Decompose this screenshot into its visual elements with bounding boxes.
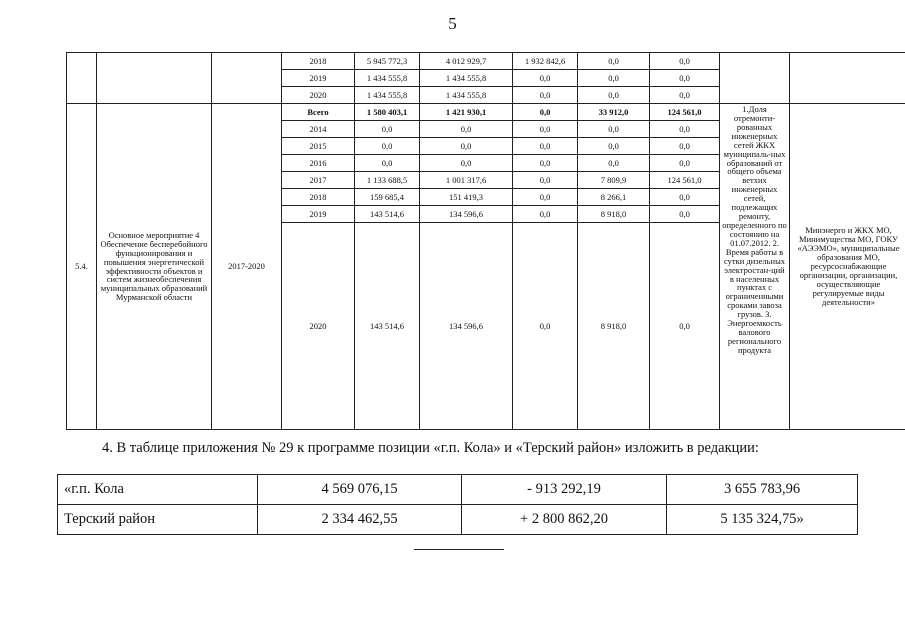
- value-cell: 5 135 324,75»: [667, 505, 858, 535]
- year-cell: 2020: [282, 223, 355, 430]
- value-cell: 33 912,0: [578, 104, 650, 121]
- value-cell: 0,0: [513, 104, 578, 121]
- value-cell: 124 561,0: [650, 172, 720, 189]
- empty-cell: [212, 53, 282, 104]
- value-cell: 1 434 555,8: [420, 87, 513, 104]
- value-cell: 0,0: [578, 121, 650, 138]
- value-cell: 0,0: [650, 70, 720, 87]
- amendment-table: [57, 474, 858, 535]
- value-cell: 1 133 688,5: [355, 172, 420, 189]
- value-cell: 0,0: [420, 121, 513, 138]
- value-cell: 0,0: [355, 138, 420, 155]
- value-cell: 159 685,4: [355, 189, 420, 206]
- section-period: 2017-2020: [212, 104, 282, 430]
- program-table: [66, 52, 905, 430]
- value-cell: 134 596,6: [420, 223, 513, 430]
- value-cell: 0,0: [578, 87, 650, 104]
- value-cell: 8 266,1: [578, 189, 650, 206]
- indicators-cell: 1.Доля отремонти-рованных инженерных сетей ЖКХ муниципаль-ных образований от общего объема ветхих инженерных сетей, подлежащих ремонту, определенного по состоянию на 01.07.2012. 2. Время работы в сутки дизельных электростан-ций в населенных пунктах с ограниченными сроками завоза грузов. 3. Энергоемкость валового регионального продукта: [720, 104, 790, 430]
- value-cell: 1 421 930,1: [420, 104, 513, 121]
- value-cell: 0,0: [578, 155, 650, 172]
- value-cell: 0,0: [355, 121, 420, 138]
- value-cell: 0,0: [513, 223, 578, 430]
- value-cell: 0,0: [650, 206, 720, 223]
- value-cell: 0,0: [650, 223, 720, 430]
- value-cell: 2 334 462,55: [258, 505, 462, 535]
- value-cell: 1 434 555,8: [355, 87, 420, 104]
- value-cell: + 2 800 862,20: [462, 505, 667, 535]
- municipality-name: «г.п. Кола: [58, 475, 258, 505]
- value-cell: 0,0: [355, 155, 420, 172]
- value-cell: 0,0: [578, 138, 650, 155]
- value-cell: 0,0: [513, 206, 578, 223]
- year-cell: 2016: [282, 155, 355, 172]
- value-cell: 1 001 317,6: [420, 172, 513, 189]
- value-cell: 0,0: [650, 155, 720, 172]
- value-cell: 1 434 555,8: [420, 70, 513, 87]
- value-cell: 4 569 076,15: [258, 475, 462, 505]
- value-cell: 0,0: [513, 189, 578, 206]
- value-cell: 0,0: [513, 121, 578, 138]
- page-number: 5: [448, 14, 457, 33]
- year-cell: Всего: [282, 104, 355, 121]
- table-row: [58, 475, 858, 505]
- value-cell: 0,0: [650, 53, 720, 70]
- value-cell: 1 580 403,1: [355, 104, 420, 121]
- value-cell: 0,0: [650, 189, 720, 206]
- value-cell: 0,0: [650, 121, 720, 138]
- executors-cell: Минэнерго и ЖКХ МО, Минимущества МО, ГОКУ «АЭЭМО», муниципальные образования МО, ресурсоснабжающие организации, организации, осуществляющие регулируемые виды деятельности»: [790, 104, 905, 430]
- value-cell: 151 419,3: [420, 189, 513, 206]
- value-cell: - 913 292,19: [462, 475, 667, 505]
- section-name: Основное мероприятие 4 Обеспечение бесперебойного функционирования и повышения энергетической эффективности объектов и систем жизнеобеспечения муниципальных образований Мурманской области: [97, 104, 212, 430]
- value-cell: 0,0: [578, 53, 650, 70]
- value-cell: 0,0: [513, 70, 578, 87]
- instruction-text: 4. В таблице приложения № 29 к программе позиции «г.п. Кола» и «Терский район» изложить в редакции:: [102, 440, 759, 456]
- section-number: 5.4.: [67, 104, 97, 430]
- empty-cell: [97, 53, 212, 104]
- year-cell: 2019: [282, 70, 355, 87]
- empty-cell: [790, 53, 905, 104]
- value-cell: 4 012 929,7: [420, 53, 513, 70]
- value-cell: 124 561,0: [650, 104, 720, 121]
- value-cell: 143 514,6: [355, 206, 420, 223]
- value-cell: 8 918,0: [578, 223, 650, 430]
- value-cell: 0,0: [420, 138, 513, 155]
- value-cell: 0,0: [513, 155, 578, 172]
- year-cell: 2014: [282, 121, 355, 138]
- value-cell: 5 945 772,3: [355, 53, 420, 70]
- value-cell: 7 809,9: [578, 172, 650, 189]
- table-row: [58, 505, 858, 535]
- value-cell: 3 655 783,96: [667, 475, 858, 505]
- year-cell: 2018: [282, 53, 355, 70]
- value-cell: 0,0: [513, 172, 578, 189]
- value-cell: 1 434 555,8: [355, 70, 420, 87]
- value-cell: 8 918,0: [578, 206, 650, 223]
- value-cell: 0,0: [650, 87, 720, 104]
- value-cell: 1 932 842,6: [513, 53, 578, 70]
- value-cell: 0,0: [650, 138, 720, 155]
- empty-cell: [720, 53, 790, 104]
- table-row: [67, 53, 905, 70]
- value-cell: 134 596,6: [420, 206, 513, 223]
- value-cell: 0,0: [513, 138, 578, 155]
- municipality-name: Терский район: [58, 505, 258, 535]
- year-cell: 2019: [282, 206, 355, 223]
- value-cell: 143 514,6: [355, 223, 420, 430]
- year-cell: 2015: [282, 138, 355, 155]
- table-row-total: [67, 104, 905, 121]
- year-cell: 2017: [282, 172, 355, 189]
- value-cell: 0,0: [420, 155, 513, 172]
- year-cell: 2018: [282, 189, 355, 206]
- value-cell: 0,0: [578, 70, 650, 87]
- footer-divider: [414, 549, 504, 550]
- value-cell: 0,0: [513, 87, 578, 104]
- year-cell: 2020: [282, 87, 355, 104]
- empty-cell: [67, 53, 97, 104]
